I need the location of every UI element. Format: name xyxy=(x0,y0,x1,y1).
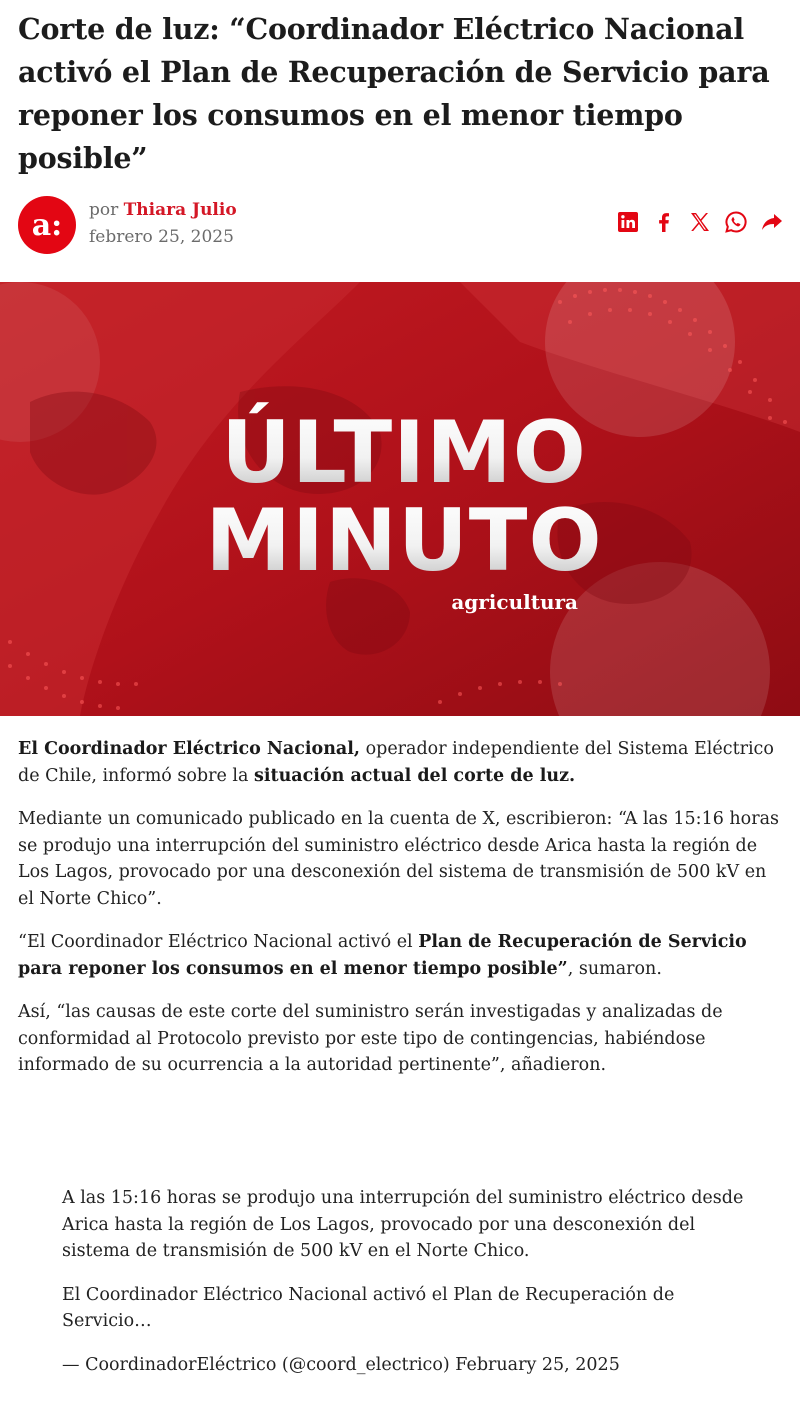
p3-text-2: , sumaron. xyxy=(567,958,662,979)
hero-image xyxy=(0,282,800,716)
author-link[interactable]: Thiara Julio xyxy=(123,200,237,220)
tweet-attribution[interactable]: — CoordinadorEléctrico (@coord_electrico) February 25, 2025 xyxy=(62,1354,620,1375)
linkedin-icon[interactable] xyxy=(616,210,640,234)
hero-brand: agricultura xyxy=(451,590,578,614)
author-line xyxy=(89,200,237,220)
p3-text-1: “El Coordinador Eléctrico Nacional activó el xyxy=(18,932,419,952)
article-body xyxy=(18,736,784,1096)
article-paragraph-3 xyxy=(18,929,784,982)
whatsapp-icon[interactable] xyxy=(724,210,748,234)
x-icon[interactable] xyxy=(688,210,712,234)
share-bar xyxy=(616,210,784,234)
facebook-icon[interactable] xyxy=(652,210,676,234)
p3-bold: Plan de Recuperación de Servicio para reponer los consumos en el menor tiempo posible” xyxy=(18,932,747,979)
by-prefix: por xyxy=(89,200,124,220)
p1-bold-1: El Coordinador Eléctrico Nacional, xyxy=(18,739,361,759)
share-arrow-icon[interactable] xyxy=(760,210,784,234)
article-paragraph-4: Así, “las causas de este corte del suministro serán investigadas y analizadas de conformidad al Protocolo previsto por este tipo de contingencias, habiéndose informado de su ocurrencia a la autoridad pertinente”, añadieron. xyxy=(18,1002,723,1075)
article-headline: Corte de luz: “Coordinador Eléctrico Nacional activó el Plan de Recuperación de Servicio para reponer los consumos en el menor tiempo posible” xyxy=(18,12,770,175)
article-paragraph-1 xyxy=(18,736,784,789)
p1-text: operador independiente del Sistema Eléctrico de Chile, informó sobre la xyxy=(18,739,774,786)
article-paragraph-2: Mediante un comunicado publicado en la cuenta de X, escribieron: “A las 15:16 horas se produjo una interrupción del suministro eléctrico desde Arica hasta la región de Los Lagos, provocado por una desconexión del sistema de transmisión de 500 kV en el Norte Chico”. xyxy=(18,809,779,909)
hero-graphic xyxy=(0,282,800,716)
p1-bold-2: situación actual del corte de luz. xyxy=(254,765,576,786)
hero-title-line2: MINUTO xyxy=(205,491,603,591)
tweet-text-1: A las 15:16 horas se produjo una interrupción del suministro eléctrico desde Arica hasta la región de Los Lagos, provocado por una desconexión del sistema de transmisión de 500 kV en el Norte Chico. xyxy=(62,1188,744,1261)
tweet-text-2: El Coordinador Eléctrico Nacional activó el Plan de Recuperación de Servicio… xyxy=(62,1284,675,1331)
byline xyxy=(18,194,784,256)
author-avatar[interactable]: a: xyxy=(18,196,76,254)
hero-title-line1: ÚLTIMO xyxy=(221,403,587,503)
embedded-tweet xyxy=(62,1185,752,1395)
publish-date: febrero 25, 2025 xyxy=(89,227,234,247)
